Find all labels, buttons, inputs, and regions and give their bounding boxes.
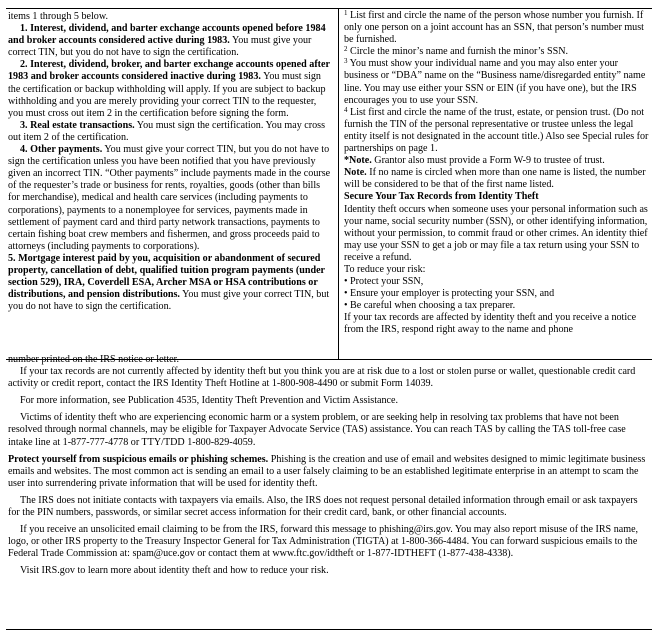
list-item: • Be careful when choosing a tax preparer.	[344, 300, 516, 312]
phishing-para	[8, 454, 648, 490]
document-page	[6, 8, 652, 630]
left-column	[8, 11, 333, 313]
item-4	[8, 144, 333, 253]
footnote-1-text: List first and circle the name of the person whose number you furnish. If only one person on a joint account has an SSN, that person’s number must be furnished.	[344, 10, 644, 46]
item-3-heading: 3. Real estate transactions.	[20, 119, 135, 131]
item-2-heading: 2. Interest, dividend, broker, and barter exchange accounts opened after 1983 and broker accounts considered inactive during 1983.	[8, 59, 330, 83]
footnote-3-number: 3	[344, 57, 348, 66]
risk-list	[344, 276, 650, 312]
note-grantor-label: *Note.	[344, 155, 372, 167]
hotline-para: If your tax records are not currently affected by identity theft but you think you are at risk due to a lost or stolen purse or wallet, questionable credit card activity or credit report, contact the IRS Identity Theft Hotline at 1-800-908-4490 or submit Form 14039.	[8, 366, 636, 390]
note-circled-label: Note.	[344, 167, 367, 179]
phishing-heading: Protect yourself from suspicious emails or phishing schemes.	[8, 453, 269, 465]
footnote-1-number: 1	[344, 9, 348, 17]
footnote-3	[344, 58, 650, 106]
note-grantor	[344, 155, 650, 167]
report-para: If you receive an unsolicited email claiming to be from the IRS, forward this message to phishing@irs.gov. You may also report misuse of the IRS name, logo, or other IRS property to the Treasury Inspector General for Tax Administration (TIGTA) at 1-800-366-4484. You can forward suspicious emails to the Federal Trade Commission at: spam@uce.gov or contact them at www.ftc.gov/idtheft or 1-877-IDTHEFT (1-877-438-4338).	[8, 524, 639, 560]
note-grantor-text: Grantor also must provide a Form W-9 to trustee of trust.	[371, 155, 605, 167]
more-info-para: For more information, see Publication 4535, Identity Theft Prevention and Victim Assistance.	[20, 395, 399, 407]
footnote-2-text: Circle the minor’s name and furnish the minor’s SSN.	[347, 46, 569, 58]
top-rule	[6, 8, 652, 9]
irs-contact-para: The IRS does not initiate contacts with taxpayers via emails. Also, the IRS does not request personal detailed information through email or ask taxpayers for the PIN numbers, passwords, or similar secret access information for their credit card, bank, or other financial accounts.	[8, 494, 638, 519]
victims-para: Victims of identity theft who are experiencing economic harm or a system problem, or are seeking help in resolving tax problems that have not been resolved through normal channels, may be eligible for Taxpayer Advocate Service (TAS) assistance. You can reach TAS by calling the TAS toll-free case intake line at 1-877-777-4778 or TTY/TDD 1-800-829-4059.	[8, 412, 626, 448]
reduce-risk-label: To reduce your risk:	[344, 263, 426, 275]
item-2-text: You must sign the certification or backup withholding will apply. If you are subject to backup withholding and you are merely providing your correct TIN to the requester, you must cross out item 2 in the certification before signing the form.	[8, 71, 326, 119]
footnote-4-number: 4	[344, 105, 348, 114]
bottom-section	[8, 354, 648, 583]
note-circled	[344, 167, 650, 191]
footnote-3-text: You must show your individual name and you may also enter your business or “DBA” name on the “Business name/disregarded entity” name line. You may use either your SSN or EIN (if you have one), but the IRS encourages you to use your SSN.	[344, 58, 646, 106]
right-column	[344, 10, 650, 337]
section-heading: Secure Your Tax Records from Identity Theft	[344, 191, 539, 203]
bottom-rule	[6, 629, 652, 630]
list-item: • Ensure your employer is protecting your SSN, and	[344, 288, 555, 300]
item-5-heading: 5. Mortgage interest paid by you, acquisition or abandonment of secured property, cancellation of debt, qualified tuition program payments (under section 529), IRA, Coverdell ESA, Archer MSA or HSA contributions or distributions, and pension distributions.	[8, 252, 325, 301]
footnote-2-number: 2	[344, 45, 348, 54]
item-4-text: You must give your correct TIN, but you do not have to sign the certification unless you have been notified that you have previously given an incorrect TIN. “Other payments” include payments made in the course of the requester’s trade or business for rents, royalties, goods (other than bills for merchandise), medical and health care services (including payments to corporations), payments to a nonemployee for services, payments made in settlement of payment card and third party network transactions, payments to certain fishing boat crew members and fishermen, and gross proceeds paid to attorneys (including payments to corporations).	[8, 144, 331, 252]
item-1-text: You must give your correct TIN, but you do not have to sign the certification.	[8, 35, 312, 59]
footnote-4	[344, 107, 650, 155]
item-2	[8, 59, 333, 119]
item-4-heading: 4. Other payments.	[20, 144, 103, 156]
footnote-2	[344, 46, 650, 58]
footnote-1	[344, 10, 650, 46]
affected-records-para: If your tax records are affected by identity theft and you receive a notice from the IRS, respond right away to the name and phone	[344, 312, 637, 336]
phishing-text: Phishing is the creation and use of email and websites designed to mimic legitimate business emails and websites. The most common act is sending an email to a user falsely claiming to be an established legitimate enterprise in an attempt to scam the user into surrendering private information that will be used for identity theft.	[8, 453, 646, 489]
item-5	[8, 253, 333, 313]
item-3	[8, 120, 333, 144]
continued-text: number printed on the IRS notice or letter.	[8, 354, 179, 365]
list-item: • Protect your SSN,	[344, 276, 424, 288]
note-circled-text: If no name is circled when more than one name is listed, the number will be considered to be that of the first name listed.	[344, 167, 646, 191]
intro-text: items 1 through 5 below.	[8, 11, 108, 22]
item-1	[8, 23, 333, 59]
identity-theft-para: Identity theft occurs when someone uses your personal information such as your name, social security number (SSN), or other identifying information, without your permission, to commit fraud or other crimes. An identity thief may use your SSN to get a job or may file a tax return using your SSN to receive a refund.	[344, 203, 648, 263]
column-divider	[338, 8, 339, 359]
footnote-4-text: List first and circle the name of the trust, estate, or pension trust. (Do not furnish the TIN of the personal representative or trustee unless the legal entity itself is not designated in the account title.) Also see Special rules for partnerships on page 1.	[344, 106, 649, 155]
item-5-text: You must give your correct TIN, but you do not have to sign the certification.	[8, 289, 330, 313]
item-1-heading: 1. Interest, dividend, and barter exchange accounts opened before 1984 and broker accounts considered active during 1983.	[8, 23, 326, 47]
visit-para: Visit IRS.gov to learn more about identity theft and how to reduce your risk.	[20, 565, 329, 577]
item-3-text: You must sign the certification. You may cross out item 2 of the certification.	[8, 119, 326, 143]
